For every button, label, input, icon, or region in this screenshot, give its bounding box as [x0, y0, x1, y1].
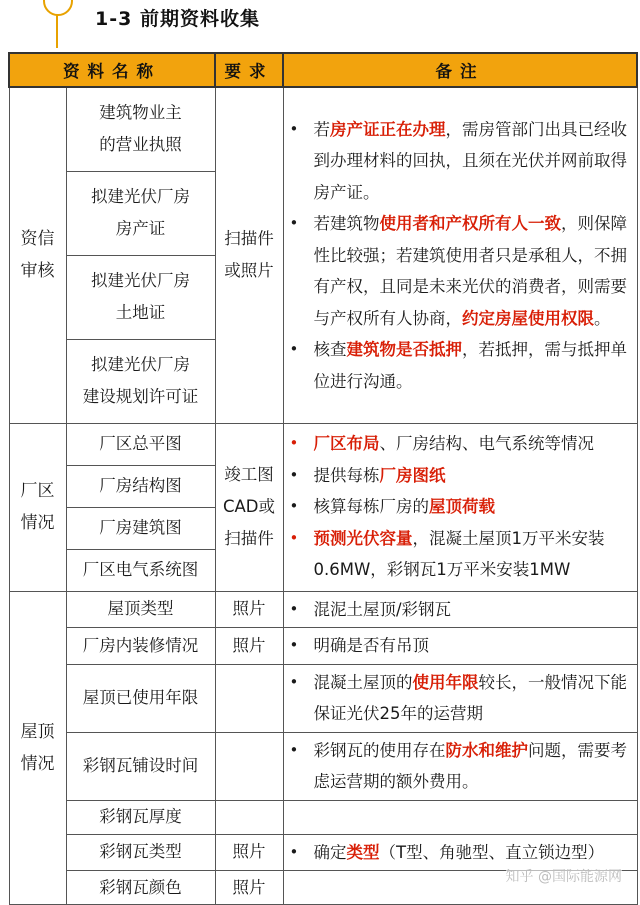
table-row — [9, 800, 637, 834]
requirement-cell: 照片 — [215, 628, 283, 665]
item-name-cell: 彩钢瓦类型 — [66, 834, 215, 871]
table-row — [9, 664, 637, 732]
note-item: • 预测光伏容量，混凝土屋顶1万平米安装0.6MW，彩钢瓦1万平米安装1MW — [288, 523, 629, 586]
note-item: • 彩钢瓦的使用存在防水和维护问题，需要考虑运营期的额外费用。 — [288, 735, 629, 798]
item-name-cell: 厂区总平图 — [66, 423, 215, 465]
bullet-icon: • — [289, 842, 299, 861]
requirement-cell — [215, 664, 283, 732]
note-item: • 混泥土屋顶/彩钢瓦 — [288, 594, 629, 626]
bullet-icon: • — [289, 340, 299, 358]
table-header-row — [9, 53, 637, 87]
table-row — [9, 732, 637, 800]
note-item: • 明确是否有吊顶 — [288, 630, 629, 662]
item-name-cell: 建筑物业主 的营业执照 — [66, 87, 215, 171]
requirement-cell: 扫描件 或照片 — [215, 87, 283, 423]
column-header-requirement: 要求 — [215, 53, 283, 87]
category-label: 资信 — [20, 229, 55, 250]
item-name-cell: 厂房结构图 — [66, 465, 215, 507]
bullet-icon: • — [289, 740, 299, 759]
bullet-icon: • — [289, 636, 299, 654]
bullet-icon: • — [289, 528, 299, 547]
bullet-icon: • — [289, 599, 299, 618]
item-name-cell: 厂房内装修情况 — [66, 628, 215, 665]
column-header-notes: 备注 — [283, 53, 637, 87]
table-row — [9, 628, 637, 665]
category-cell: 厂区 情况 — [9, 423, 66, 591]
notes-cell — [283, 423, 637, 591]
item-name-cell: 拟建光伏厂房 房产证 — [66, 171, 215, 255]
note-item: • 若建筑物使用者和产权所有人一致，则保障性比较强；若建筑使用者只是承租人，不拥有产权，且同是未来光伏的消费者，则需要与产权所有人协商，约定房屋使用权限。 — [288, 208, 629, 334]
notes-cell — [283, 732, 637, 800]
notes-cell — [283, 800, 637, 834]
bullet-icon: • — [289, 214, 299, 232]
bullet-icon: • — [289, 497, 299, 516]
item-name-cell: 彩钢瓦厚度 — [66, 800, 215, 834]
category-cell — [9, 87, 66, 423]
item-name-cell: 彩钢瓦颜色 — [66, 871, 215, 905]
bullet-icon: • — [289, 672, 299, 691]
item-name-cell: 屋顶类型 — [66, 591, 215, 628]
bullet-icon: • — [289, 119, 299, 138]
item-name-cell: 屋顶已使用年限 — [66, 664, 215, 732]
item-name-cell: 厂区电气系统图 — [66, 549, 215, 591]
page-title: 1-3 前期资料收集 — [95, 8, 260, 30]
item-name-cell: 彩钢瓦铺设时间 — [66, 732, 215, 800]
note-item: • 核查建筑物是否抵押，若抵押，需与抵押单位进行沟通。 — [288, 334, 629, 397]
column-header-name: 资料名称 — [9, 53, 215, 87]
section-header — [0, 0, 640, 48]
category-cell: 屋顶 情况 — [9, 591, 66, 905]
timeline-line — [56, 14, 58, 48]
note-item: • 混凝土屋顶的使用年限较长，一般情况下能保证光伏25年的运营期 — [288, 667, 629, 730]
item-name-cell: 厂房建筑图 — [66, 507, 215, 549]
circle-marker-icon — [43, 0, 73, 16]
category-label: 审核 — [20, 261, 55, 282]
requirement-cell: 照片 — [215, 591, 283, 628]
table-row — [9, 87, 637, 171]
data-collection-table — [8, 52, 638, 905]
note-item: • 若房产证正在办理，需房管部门出具已经收到办理材料的回执，且须在光伏并网前取得房产证。 — [288, 114, 629, 209]
requirement-cell — [215, 732, 283, 800]
notes-cell — [283, 664, 637, 732]
watermark: 知乎 @国际能源网 — [506, 866, 622, 886]
requirement-cell: 照片 — [215, 834, 283, 871]
item-name-cell: 拟建光伏厂房 建设规划许可证 — [66, 339, 215, 423]
notes-cell — [283, 87, 637, 423]
note-item: • 提供每栋厂房图纸 — [288, 460, 629, 492]
note-item: • 厂区布局、厂房结构、电气系统等情况 — [288, 428, 629, 460]
table-row — [9, 423, 637, 465]
note-item: • 核算每栋厂房的屋顶荷载 — [288, 491, 629, 523]
table-row — [9, 591, 637, 628]
bullet-icon: • — [289, 434, 299, 453]
notes-cell — [283, 591, 637, 628]
notes-cell — [283, 628, 637, 665]
bullet-icon: • — [289, 465, 299, 484]
item-name-cell: 拟建光伏厂房 土地证 — [66, 255, 215, 339]
requirement-cell: 照片 — [215, 871, 283, 905]
requirement-cell: 竣工图 CAD或 扫描件 — [215, 423, 283, 591]
requirement-cell — [215, 800, 283, 834]
note-item: • 确定类型（T型、角驰型、直立锁边型） — [288, 837, 629, 869]
